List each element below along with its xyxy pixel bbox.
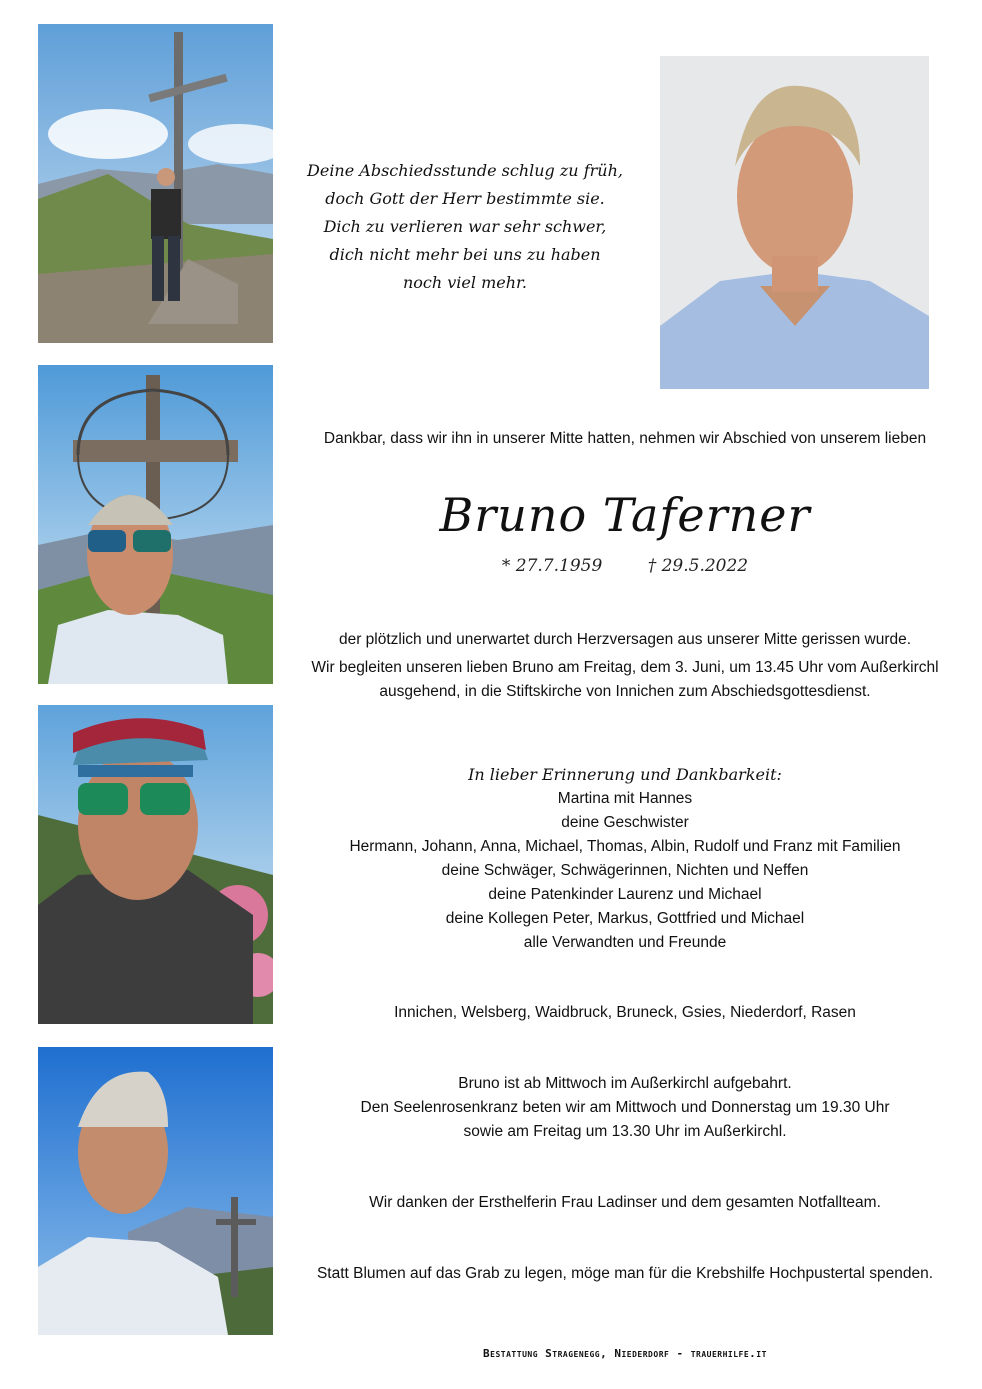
- viewing-line: Den Seelenrosenkranz beten wir am Mittwoch und Donnerstag um 19.30 Uhr: [360, 1099, 890, 1116]
- funeral-line: Wir begleiten unseren lieben Bruno am Freitag, dem 3. Juni, um 13.45 Uhr vom Außerkirchl: [311, 659, 939, 676]
- viewing-text: [285, 1072, 965, 1144]
- poem: [285, 157, 645, 297]
- photo-portrait: [660, 56, 929, 389]
- donation-text: [285, 1262, 965, 1286]
- deceased-name: Bruno Taferner: [439, 488, 811, 542]
- funeral-text: [285, 656, 965, 704]
- mourner-line: deine Geschwister: [561, 814, 689, 831]
- photo-smiling-cross: [38, 1047, 273, 1335]
- mourner-line: deine Kollegen Peter, Markus, Gottfried und Michael: [445, 910, 805, 927]
- footer-credit: Bestattung Stragenegg, Niederdorf - trauerhilfe.it: [483, 1347, 767, 1360]
- donation-line: Statt Blumen auf das Grab zu legen, möge man für die Krebshilfe Hochpustertal spenden.: [316, 1265, 934, 1282]
- birth-date: * 27.7.1959: [501, 556, 603, 576]
- mourner-line: deine Schwäger, Schwägerinnen, Nichten und Neffen: [441, 862, 809, 879]
- photo-cross-sunglasses: [38, 365, 273, 684]
- poem-line: dich nicht mehr bei uns zu haben: [329, 245, 601, 264]
- funeral-line: ausgehend, in die Stiftskirche von Innichen zum Abschiedsgottesdienst.: [379, 683, 871, 700]
- places-text: [285, 1001, 965, 1025]
- life-dates: [285, 556, 965, 576]
- photo-summit-cross: [38, 24, 273, 343]
- death-date: † 29.5.2022: [647, 556, 749, 576]
- poem-line: Deine Abschiedsstunde schlug zu früh,: [307, 161, 623, 180]
- thanks-text: [285, 1191, 965, 1215]
- mourner-line: deine Patenkinder Laurenz und Michael: [488, 886, 762, 903]
- mourner-line: Martina mit Hannes: [557, 790, 693, 807]
- intro-text: [285, 427, 965, 451]
- photo-cap-flowers: [38, 705, 273, 1024]
- memory-title: In lieber Erinnerung und Dankbarkeit:: [468, 765, 782, 784]
- mourner-line: Hermann, Johann, Anna, Michael, Thomas, Albin, Rudolf und Franz mit Familien: [349, 838, 901, 855]
- mourner-line: alle Verwandten und Freunde: [523, 934, 727, 951]
- cause-text: [285, 628, 965, 652]
- viewing-line: sowie am Freitag um 13.30 Uhr im Außerkirchl.: [463, 1123, 787, 1140]
- poem-line: doch Gott der Herr bestimmte sie.: [325, 189, 605, 208]
- cause-line: der plötzlich und unerwartet durch Herzversagen aus unserer Mitte gerissen wurde.: [338, 631, 912, 648]
- intro-line: Dankbar, dass wir ihn in unserer Mitte hatten, nehmen wir Abschied von unserem lieben: [323, 430, 927, 447]
- viewing-line: Bruno ist ab Mittwoch im Außerkirchl aufgebahrt.: [458, 1075, 792, 1092]
- mourners-block: [285, 763, 965, 955]
- thanks-line: Wir danken der Ersthelferin Frau Ladinser und dem gesamten Notfallteam.: [369, 1194, 881, 1211]
- places-line: Innichen, Welsberg, Waidbruck, Bruneck, Gsies, Niederdorf, Rasen: [394, 1004, 856, 1021]
- poem-line: noch viel mehr.: [402, 273, 528, 292]
- poem-line: Dich zu verlieren war sehr schwer,: [323, 217, 607, 236]
